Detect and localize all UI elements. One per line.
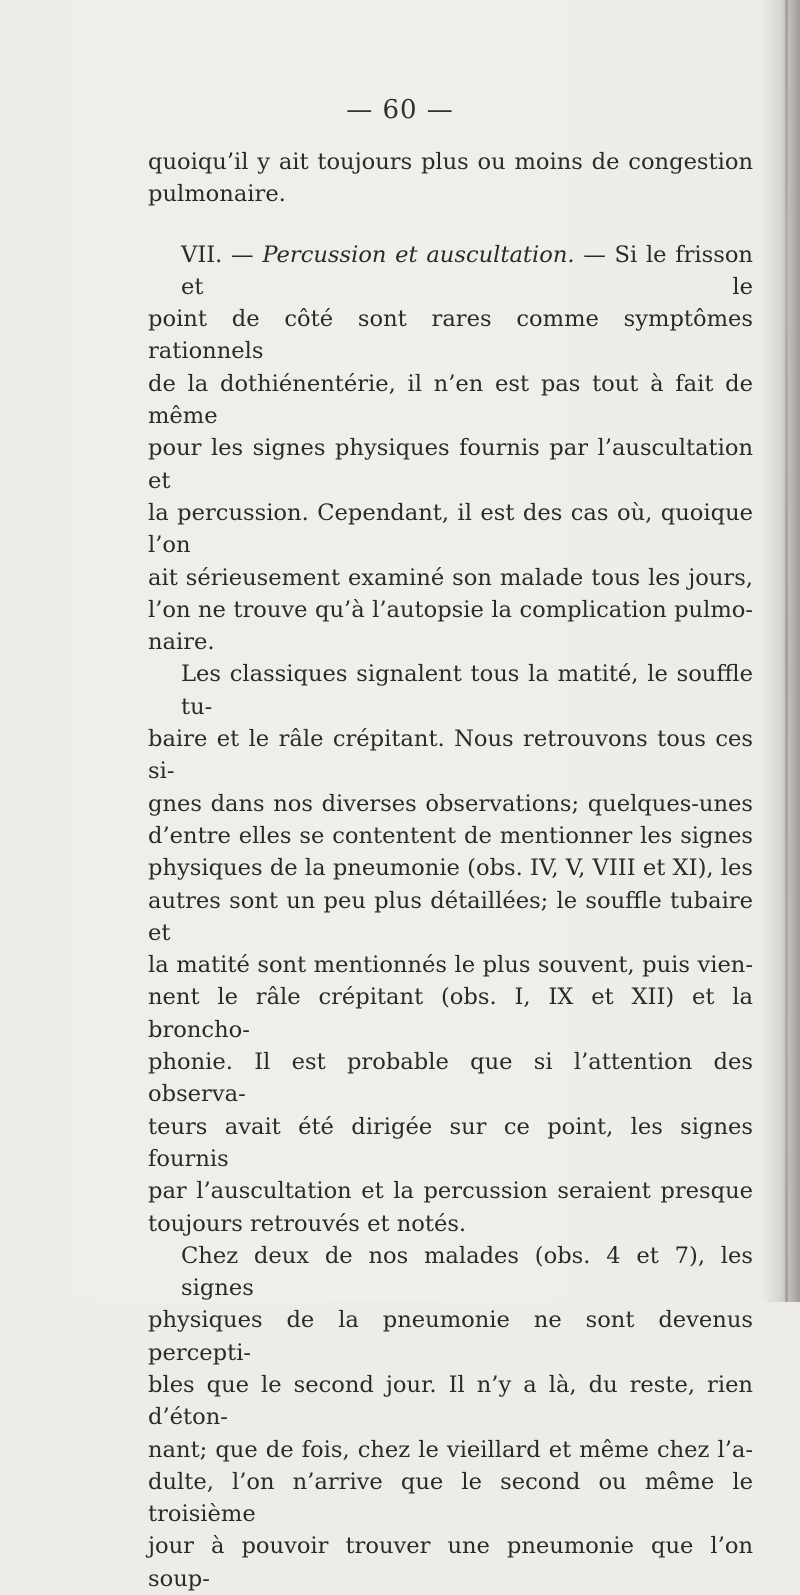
text-line: bles que le second jour. Il n’y a là, du reste, rien d’éton-: [148, 1371, 753, 1431]
page-binding-shadow: [762, 0, 800, 1302]
text-line: Chez deux de nos malades (obs. 4 et 7), les signes: [181, 1242, 753, 1302]
text-line: baire et le râle crépitant. Nous retrouvons tous ces si-: [148, 726, 753, 785]
text-line: gnes dans nos diverses observations; quelques-unes: [148, 790, 753, 817]
text-line: par l’auscultation et la percussion seraient presque: [148, 1178, 753, 1205]
text-line: nant; que de fois, chez le vieillard et même chez l’a-: [148, 1436, 753, 1463]
paragraph-4: [148, 1240, 753, 1595]
paragraph-gap: [148, 211, 753, 239]
paragraph-2: [148, 239, 753, 659]
text-line: jour à pouvoir trouver une pneumonie que l’on soup-: [148, 1533, 753, 1592]
page-number: — 60 —: [346, 95, 454, 125]
section-heading-rest: — Si le frisson et le: [181, 241, 753, 300]
section-title: Percussion et auscultation.: [262, 241, 575, 268]
text-line: autres sont un peu plus détaillées; le souffle tubaire et: [148, 887, 753, 946]
text-line: physiques de la pneumonie ne sont devenus percepti-: [148, 1307, 753, 1366]
paragraph-1: [148, 146, 753, 211]
text-line: nent le râle crépitant (obs. I, IX et XII) et la broncho-: [148, 984, 753, 1043]
text-line: Les classiques signalent tous la matité, le souffle tu-: [181, 661, 753, 720]
section-number: VII. —: [181, 241, 254, 268]
text-line: la percussion. Cependant, il est des cas où, quoique l’on: [148, 499, 753, 559]
text-line: physiques de la pneumonie (obs. IV, V, VIII et XI), les: [148, 855, 753, 882]
text-line: l’on ne trouve qu’à l’autopsie la complication pulmo-: [148, 596, 753, 623]
body-text: [148, 146, 753, 1595]
text-line: la matité sont mentionnés le plus souvent, puis vien-: [148, 952, 753, 979]
text-line: toujours retrouvés et notés.: [148, 1210, 467, 1237]
text-line: quoiqu’il y ait toujours plus ou moins de congestion: [148, 149, 753, 175]
text-line: de la dothiénentérie, il n’en est pas tout à fait de même: [148, 370, 753, 430]
text-line: point de côté sont rares comme symptômes rationnels: [148, 306, 753, 365]
text-line: pour les signes physiques fournis par l’auscultation et: [148, 435, 753, 494]
text-line: phonie. Il est probable que si l’attention des observa-: [148, 1049, 753, 1108]
text-line: teurs avait été dirigée sur ce point, les signes fournis: [148, 1113, 753, 1172]
text-line: dulte, l’on n’arrive que le second ou même le troisième: [148, 1468, 753, 1528]
paragraph-3: [148, 658, 753, 1239]
text-line: naire.: [148, 629, 215, 656]
page-binding-edge: [785, 0, 788, 1302]
section-heading-line: [148, 239, 753, 304]
text-line: pulmonaire.: [148, 181, 286, 208]
text-line: ait sérieusement examiné son malade tous les jours,: [148, 564, 753, 591]
text-line: d’entre elles se contentent de mentionner les signes: [148, 822, 753, 849]
